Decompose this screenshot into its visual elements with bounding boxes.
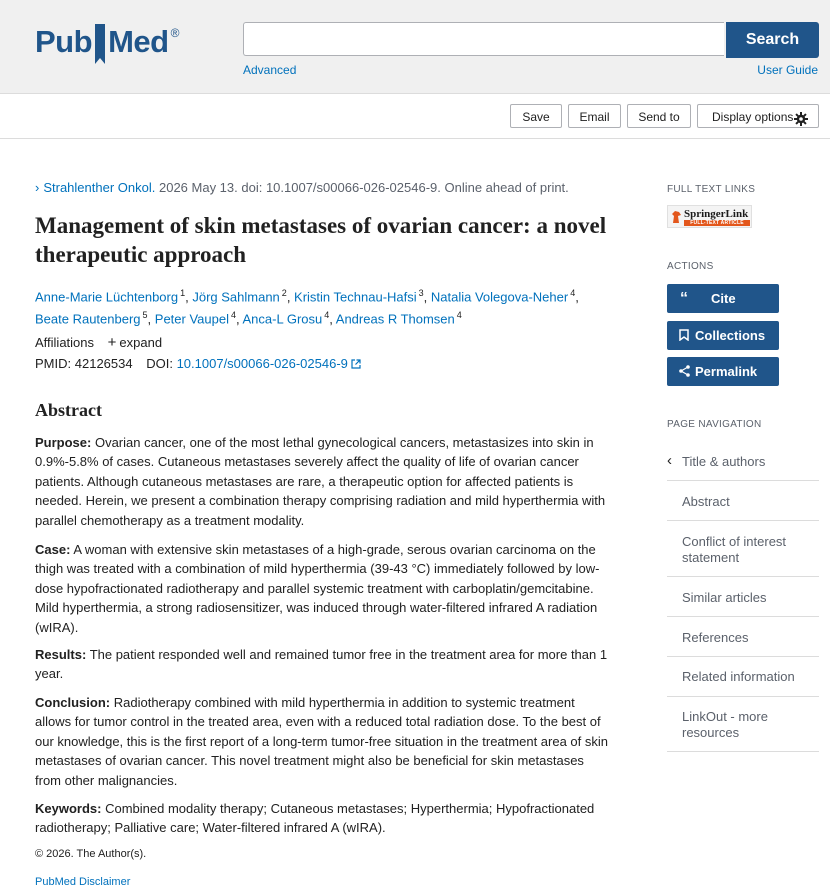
quote-icon: “ <box>680 290 688 307</box>
conclusion-text: Radiotherapy combined with mild hyperthermia in addition to systemic treatment allows for tumor control in the treated area, even with a reduced total radiation dose. To the best of our knowledge, this is the first report of a long-term tumor-free situation in the treatment area of skin metastases of ovarian cancer. This novel treatment might also be beneficial for skin metastases from other malignancies. <box>35 695 608 788</box>
author-affiliation-number[interactable]: 3 <box>418 288 424 298</box>
collections-label: Collections <box>695 328 766 343</box>
doi-value: 10.1007/s00066-026-02546-9 <box>176 356 348 371</box>
gear-icon <box>794 110 808 134</box>
expand-affiliations-button[interactable] <box>98 335 162 350</box>
journal-link[interactable]: Strahlenther Onkol. <box>43 180 156 195</box>
cite-button[interactable] <box>667 284 779 313</box>
doi-link[interactable] <box>177 356 361 371</box>
author-affiliation-number[interactable]: 2 <box>281 288 287 298</box>
author-link[interactable]: Andreas R Thomsen <box>335 311 455 327</box>
results-text: The patient responded well and remained tumor free in the treatment area for more than 1 year. <box>35 647 608 682</box>
logo-text-pub: Pub <box>35 24 93 59</box>
identifiers-row <box>35 356 361 372</box>
author-affiliation-number[interactable]: 4 <box>456 310 462 321</box>
doi-label: DOI: <box>146 356 173 371</box>
citation-details: 2026 May 13. doi: 10.1007/s00066-026-02546-9. Online ahead of print. <box>158 180 569 195</box>
nav-similar-articles[interactable] <box>667 578 819 617</box>
abstract-results <box>35 645 613 684</box>
author-separator: , <box>329 311 336 327</box>
nav-title-authors[interactable] <box>667 442 819 481</box>
expand-label: expand <box>119 335 163 350</box>
author-link[interactable]: Peter Vaupel <box>154 311 229 327</box>
nav-label: References <box>682 630 749 645</box>
nav-label: LinkOut - more resources <box>682 709 768 740</box>
author-affiliation-number[interactable]: 4 <box>324 310 330 321</box>
page-navigation-heading: PAGE NAVIGATION <box>667 419 762 430</box>
chevron-right-icon: › <box>35 180 40 195</box>
chevron-left-icon: ‹ <box>667 452 672 469</box>
author-separator: , <box>575 289 579 305</box>
permalink-button[interactable] <box>667 357 779 386</box>
nav-abstract[interactable] <box>667 482 819 521</box>
nav-linkout[interactable] <box>667 698 819 752</box>
author-link[interactable]: Anca-L Grosu <box>242 311 323 327</box>
author-separator: , <box>423 289 431 305</box>
case-text: A woman with extensive skin metastases of a high-grade, serous ovarian carcinoma on the thigh was treated with a combination of mild hyperthermia (39-43 °C) immediately followed by low-dose hypofractionated radiotherapy and parallel systemic treatment with carboplatin/gemcitabine. Mild hyperthermia, a strong radiosensitizer, was induced through water-filtered infrared A radiation (wIRA). <box>35 542 600 635</box>
pubmed-logo[interactable] <box>35 24 179 68</box>
springerlink-name: SpringerLink <box>684 208 749 220</box>
nav-label: Abstract <box>682 494 730 509</box>
site-header <box>0 0 830 94</box>
keywords-text: Combined modality therapy; Cutaneous metastases; Hyperthermia; Hypofractionated radiotherapy; Palliative care; Water-filtered infrared A (wIRA). <box>35 801 595 836</box>
affiliations-label: Affiliations <box>35 335 95 350</box>
pmid-value: 42126534 <box>74 356 133 371</box>
save-button[interactable]: Save <box>510 104 562 128</box>
search-button[interactable]: Search <box>726 22 819 58</box>
author-link[interactable]: Anne-Marie Lüchtenborg <box>35 289 179 305</box>
author-link[interactable]: Jörg Sahlmann <box>192 289 280 305</box>
cite-label: Cite <box>711 291 736 306</box>
author-separator: , <box>286 289 295 305</box>
plus-icon: + <box>107 334 117 351</box>
nav-label: Similar articles <box>682 590 767 605</box>
user-guide-link[interactable]: User Guide <box>757 63 818 77</box>
nav-references[interactable] <box>667 618 819 657</box>
springerlink-full-text-link[interactable] <box>667 205 752 228</box>
nav-label: Related information <box>682 669 795 684</box>
logo-registered-mark: ® <box>170 26 179 40</box>
send-to-button[interactable]: Send to <box>627 104 691 128</box>
abstract-keywords <box>35 799 613 838</box>
permalink-label: Permalink <box>695 364 758 379</box>
actions-heading: ACTIONS <box>667 261 714 272</box>
nav-label: Conflict of interest statement <box>682 534 787 565</box>
pubmed-disclaimer-link[interactable]: PubMed Disclaimer <box>35 876 131 888</box>
affiliations-row <box>35 334 162 351</box>
article-title: Management of skin metastases of ovarian cancer: a novel therapeutic approach <box>35 213 607 267</box>
author-separator: , <box>185 289 193 305</box>
nav-related-information[interactable] <box>667 658 819 697</box>
nav-conflict-of-interest[interactable] <box>667 522 819 577</box>
display-options-button[interactable] <box>697 104 819 128</box>
conclusion-label: Conclusion: <box>35 695 111 710</box>
purpose-label: Purpose: <box>35 435 92 450</box>
logo-bookmark-icon <box>93 24 107 66</box>
abstract-case <box>35 540 613 637</box>
share-icon <box>677 357 691 386</box>
case-label: Case: <box>35 542 71 557</box>
copyright-notice: © 2026. The Author(s). <box>35 848 147 860</box>
springerlink-subtitle: FULL-TEXT ARTICLE <box>684 220 750 226</box>
email-button[interactable]: Email <box>568 104 621 128</box>
springer-horse-icon <box>671 210 682 224</box>
article-toolbar <box>0 94 830 139</box>
author-link[interactable]: Beate Rautenberg <box>35 311 141 327</box>
pmid-label: PMID: <box>35 356 72 371</box>
logo-text-med: Med <box>108 24 169 59</box>
author-affiliation-number[interactable]: 5 <box>142 310 148 321</box>
bookmark-icon <box>677 321 691 350</box>
author-separator: , <box>147 311 155 327</box>
results-label: Results: <box>35 647 87 662</box>
purpose-text: Ovarian cancer, one of the most lethal gynecological cancers, metastasizes into skin in 0.9%-5.8% of cases. Cutaneous metastases severely affect the quality of life of ovarian cancer patients. Although cutaneous metastases are rare, a therapeutic option for affected patients is needed. Herein, we present a combination therapy comprising radiation and mild hyperthermia with parallel chemotherapy as a treatment modality. <box>35 435 606 528</box>
abstract-conclusion <box>35 693 613 790</box>
abstract-heading: Abstract <box>35 400 102 420</box>
keywords-label: Keywords: <box>35 801 102 816</box>
full-text-links-heading: FULL TEXT LINKS <box>667 184 756 195</box>
author-affiliation-number[interactable]: 4 <box>570 288 576 298</box>
author-link[interactable]: Kristin Technau-Hafsi <box>294 289 417 305</box>
advanced-search-link[interactable]: Advanced <box>243 63 297 77</box>
collections-button[interactable] <box>667 321 779 350</box>
citation-line <box>35 180 569 195</box>
display-options-label: Display options <box>712 110 794 124</box>
external-link-icon <box>351 357 361 372</box>
author-affiliation-number[interactable]: 4 <box>230 310 236 321</box>
nav-label: Title & authors <box>682 454 766 469</box>
author-list <box>35 284 605 329</box>
author-separator: , <box>236 311 243 327</box>
abstract-purpose <box>35 433 613 530</box>
author-affiliation-number[interactable]: 1 <box>180 288 186 298</box>
author-link[interactable]: Natalia Volegova-Neher <box>430 289 569 305</box>
search-input[interactable] <box>243 22 724 56</box>
